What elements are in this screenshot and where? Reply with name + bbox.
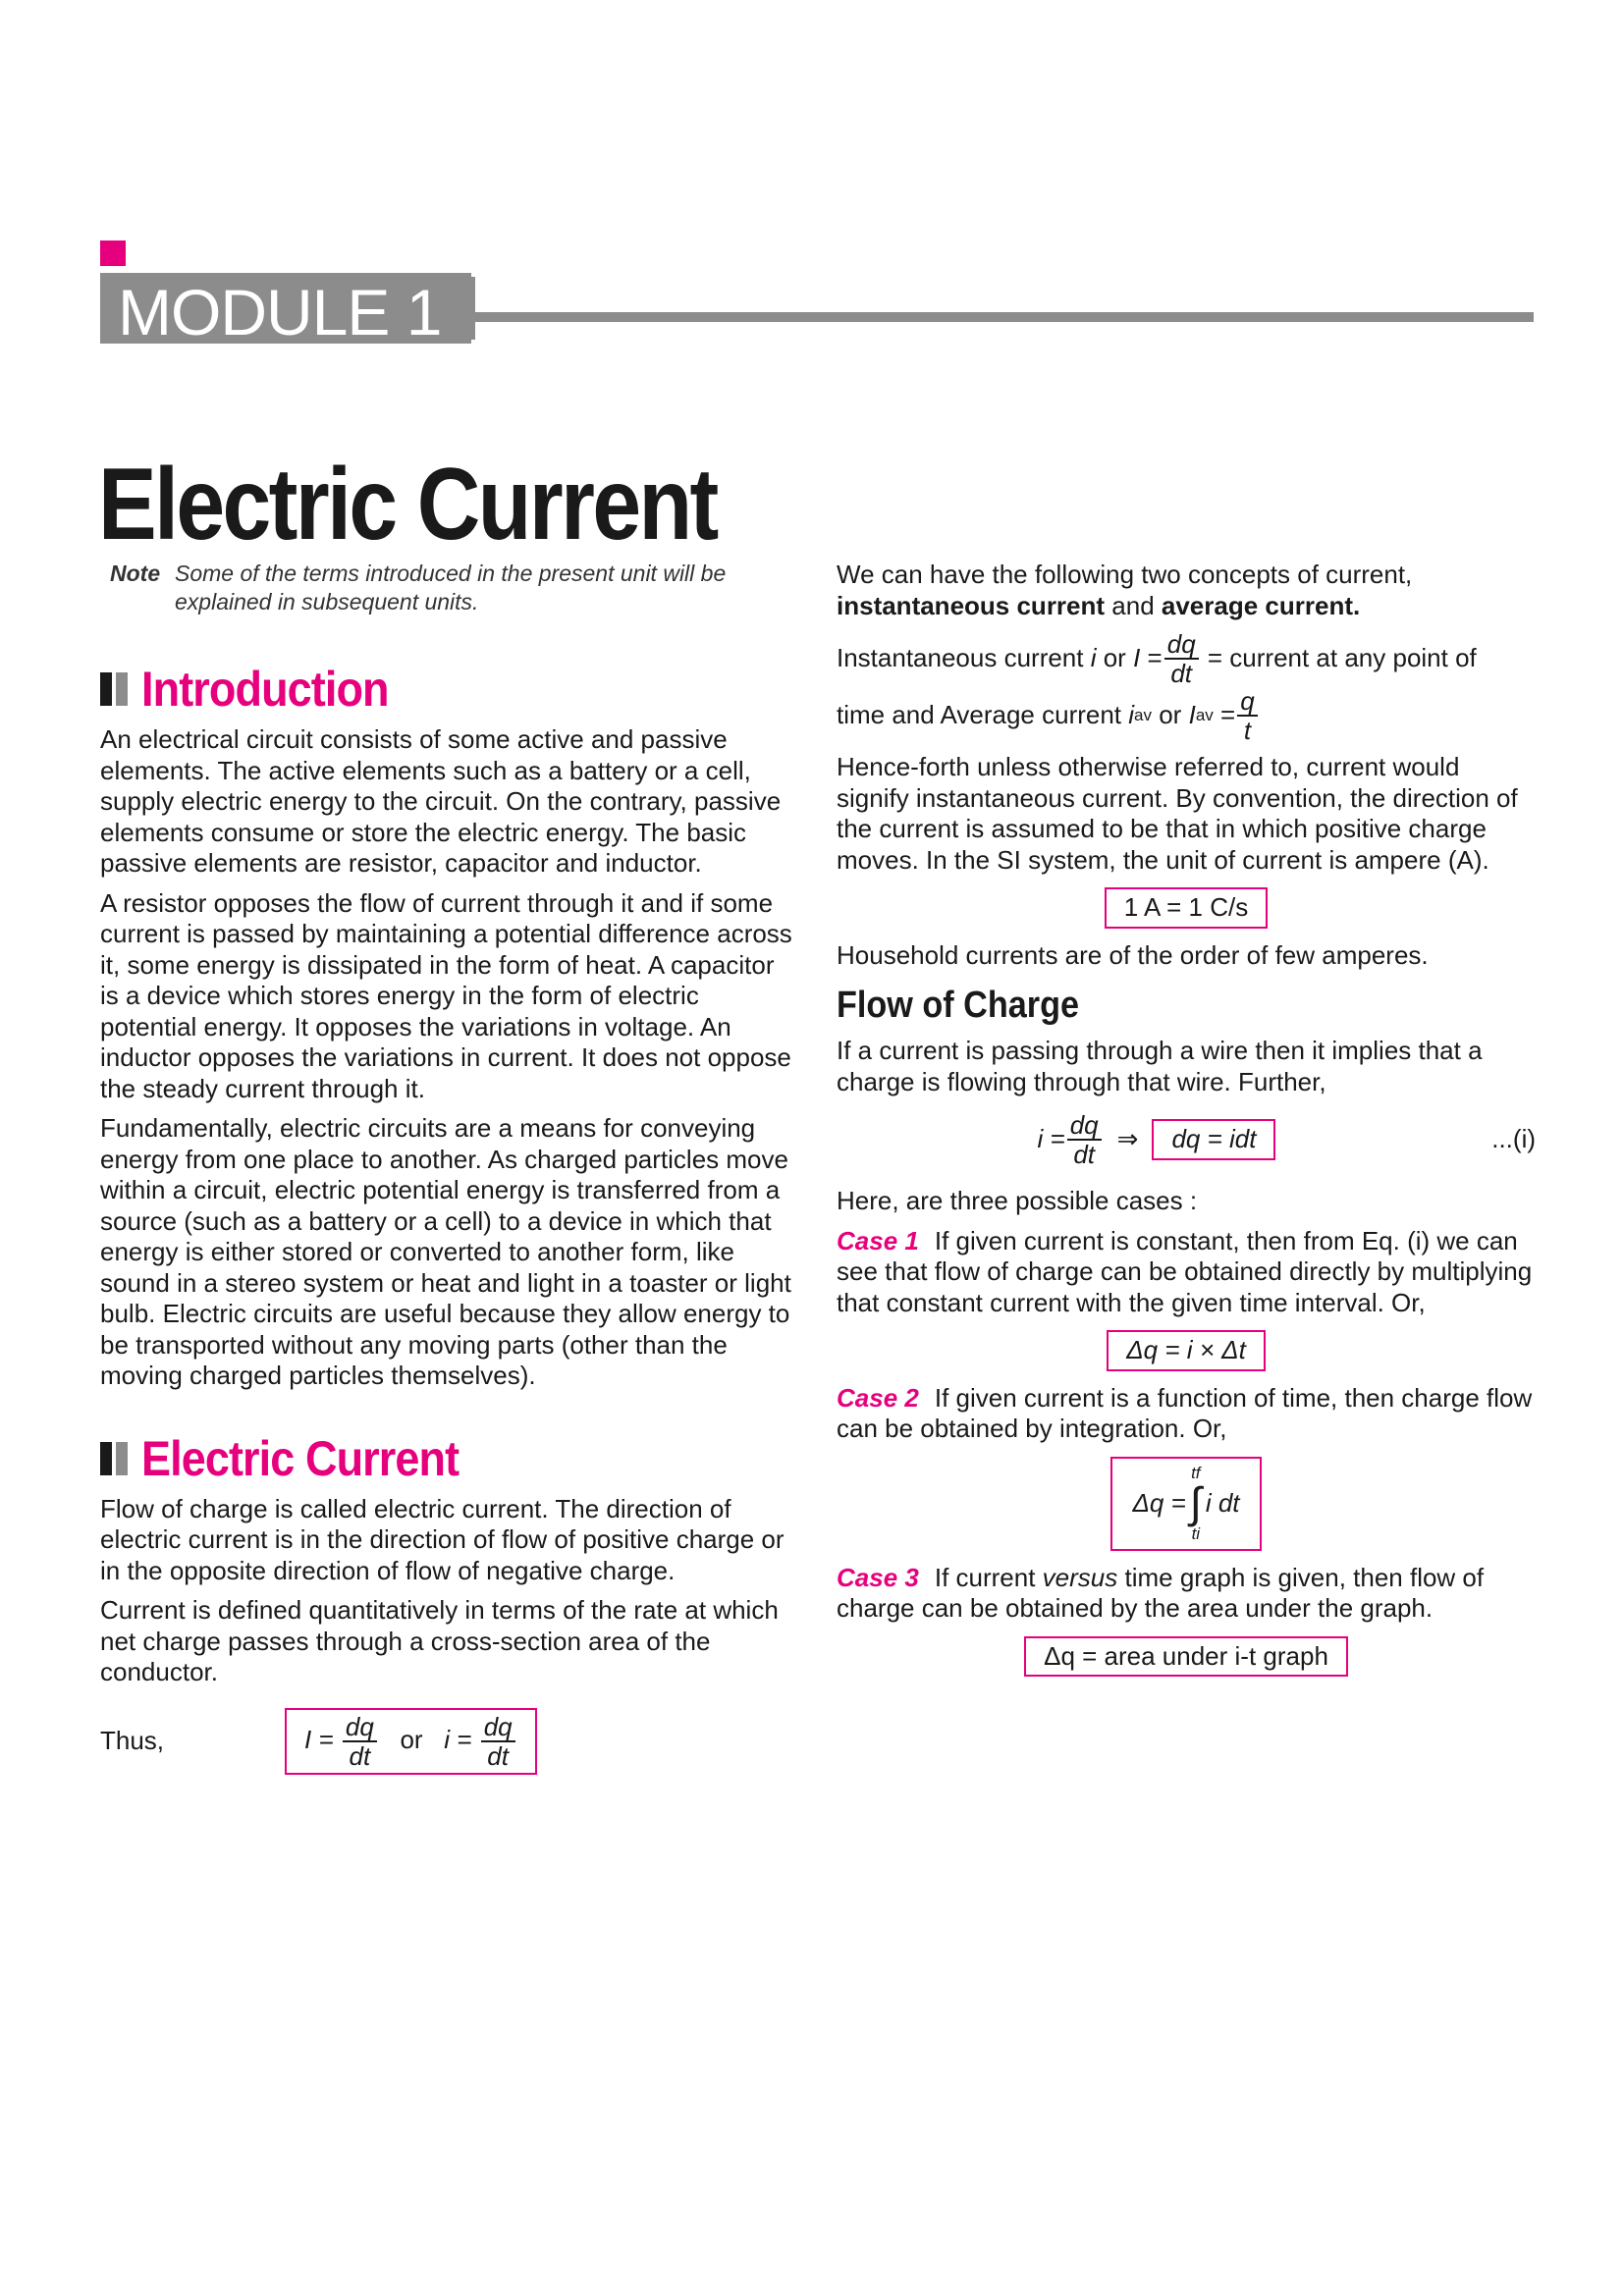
case-text: If given current is constant, then from Eq. (i) we can see that flow of charge can be obtained directly by multiplying that constant current with the given time interval. Or, — [837, 1225, 1533, 1317]
denominator: dt — [1073, 1140, 1096, 1169]
numerator: dq — [481, 1713, 515, 1742]
module-marker-square — [100, 240, 126, 266]
text: Instantaneous current — [837, 643, 1091, 673]
text: and — [1105, 590, 1162, 620]
text: = current at any point of — [1200, 643, 1477, 673]
right-column — [837, 560, 1536, 1688]
formula-lhs: i = — [1037, 1124, 1065, 1154]
case-label: Case 3 — [837, 1562, 919, 1592]
integral-sign — [1190, 1465, 1202, 1543]
fraction — [1164, 630, 1199, 687]
average-current-line — [837, 687, 1536, 744]
note-label: Note — [110, 561, 161, 586]
paragraph: Current is defined quantitatively in terms of the rate at which net charge passes through a cross-section area of the conductor. — [100, 1595, 779, 1686]
section-title: Introduction — [141, 662, 389, 717]
case-text-italic: versus — [1042, 1562, 1118, 1592]
case-3 — [837, 1563, 1536, 1625]
case-2-formula-row — [837, 1457, 1536, 1551]
note — [100, 560, 797, 616]
section-bullet-icon — [100, 672, 128, 706]
equation-i — [837, 1111, 1536, 1168]
case-3-formula-row — [837, 1636, 1536, 1678]
paragraph: Hence-forth unless otherwise referred to, current would signify instantaneous current. By convention, the direction of the current is assumed to be that in which positive charge moves. In the SI system, the unit of current is ampere (A). — [837, 752, 1518, 875]
numerator: dq — [343, 1713, 377, 1742]
var: i — [1090, 643, 1097, 673]
denominator: t — [1243, 716, 1252, 745]
paragraph: Here, are three possible cases : — [837, 1186, 1198, 1215]
integrand: i dt — [1205, 1487, 1240, 1518]
subheading-flow-of-charge: Flow of Charge — [837, 985, 1080, 1026]
paragraph: If a current is passing through a wire then it implies that a charge is flowing through that wire. Further, — [837, 1036, 1483, 1096]
lower-limit: ti — [1191, 1523, 1201, 1543]
numerator: dq — [1067, 1111, 1102, 1141]
instantaneous-current-line — [837, 630, 1536, 687]
var: I — [1133, 643, 1141, 673]
section-heading-introduction — [100, 662, 797, 717]
formula-or: or — [400, 1724, 423, 1754]
upper-limit: tf — [1191, 1463, 1201, 1482]
module-banner — [100, 273, 471, 348]
section-heading-electric-current — [100, 1431, 797, 1486]
text: or — [1096, 643, 1134, 673]
text: or — [1152, 700, 1189, 730]
case-2-formula — [1110, 1457, 1261, 1551]
module-divider-tick — [471, 277, 475, 340]
case-1-formula-row — [837, 1330, 1536, 1371]
current-definition-row — [100, 1708, 797, 1775]
bold-term: instantaneous current — [837, 590, 1106, 620]
subscript: av — [1195, 706, 1214, 725]
numerator: q — [1237, 687, 1257, 717]
case-text: If given current is a function of time, then charge flow can be obtained by integration. Or, — [837, 1382, 1533, 1443]
chapter-title: Electric Current — [98, 447, 717, 561]
formula-lhs: Δq = — [1132, 1487, 1186, 1518]
denominator: dt — [1170, 659, 1193, 688]
formula-lhs: I = — [304, 1724, 334, 1754]
case-1-formula: Δq = i × Δt — [1107, 1330, 1266, 1371]
integral-icon: ∫ — [1189, 1478, 1202, 1527]
equation-body — [837, 1111, 1477, 1168]
note-text: Some of the terms introduced in the present unit will be explained in subsequent units. — [175, 561, 727, 614]
fraction — [343, 1713, 377, 1770]
denominator: dt — [487, 1740, 509, 1771]
formula-lhs: i = — [444, 1724, 472, 1754]
section-title: Electric Current — [141, 1430, 460, 1486]
module-rule — [471, 312, 1534, 322]
current-definition-formula — [285, 1708, 537, 1775]
text: time and Average current — [837, 700, 1129, 730]
text: We can have the following two concepts of current, — [837, 560, 1413, 589]
case-label: Case 2 — [837, 1382, 919, 1413]
fraction — [1067, 1111, 1102, 1168]
equation-number: ...(i) — [1491, 1124, 1536, 1154]
paragraph: Household currents are of the order of few amperes. — [837, 939, 1429, 970]
paragraph: A resistor opposes the flow of current through it and if some current is passed by maintaining a potential difference across it, some energy is dissipated in the form of heat. A capacitor is a device which stores energy in the form of electric potential energy. It opposes the variations in voltage. An inductor opposes the variations in current. It does not oppose the steady current through it. — [100, 887, 792, 1103]
paragraph: Fundamentally, electric circuits are a means for conveying energy from one place to another. As charged particles move within a circuit, electric potential energy is transferred from a source (such as a battery or a cell) to a device in which that energy is either stored or converted to another form, like sound in a stereo system or heat and light in a toaster or light bulb. Electric circuits are useful because they allow energy to be transported without any moving parts (other than the moving charged particles themselves). — [100, 1113, 791, 1390]
text: = — [1140, 643, 1163, 673]
var: i — [1128, 700, 1135, 730]
numerator: dq — [1164, 630, 1199, 660]
fraction — [481, 1713, 515, 1770]
case-text: time graph is given, then flow of charge can be obtained by the area under the graph. — [837, 1562, 1485, 1623]
case-3-formula: Δq = area under i-t graph — [1024, 1636, 1348, 1678]
case-2 — [837, 1383, 1536, 1445]
section-bullet-icon — [100, 1442, 128, 1475]
implies-arrow-icon: ⇒ — [1116, 1124, 1139, 1154]
thus-label: Thus, — [100, 1725, 165, 1755]
case-1 — [837, 1226, 1536, 1319]
case-text: If current — [934, 1562, 1043, 1592]
module-label: MODULE 1 — [118, 276, 442, 348]
text: = — [1213, 700, 1236, 730]
var: I — [1188, 700, 1196, 730]
bold-term: average current. — [1161, 590, 1361, 620]
subscript: av — [1134, 706, 1152, 725]
concepts-paragraph — [837, 560, 1536, 621]
equation-box: dq = idt — [1152, 1119, 1275, 1160]
unit-formula: 1 A = 1 C/s — [1105, 887, 1268, 929]
left-column — [100, 560, 797, 1775]
unit-formula-row — [837, 887, 1536, 929]
paragraph: Flow of charge is called electric current. The direction of electric current is in the direction of flow of positive charge or in the opposite direction of flow of negative charge. — [100, 1493, 784, 1585]
case-label: Case 1 — [837, 1225, 919, 1255]
fraction — [1237, 687, 1257, 744]
denominator: dt — [349, 1740, 371, 1771]
paragraph: An electrical circuit consists of some active and passive elements. The active elements such as a battery or a cell, supply electric energy to the circuit. On the contrary, passive elements consume or store the electric energy. The basic passive elements are resistor, capacitor and inductor. — [100, 724, 782, 878]
